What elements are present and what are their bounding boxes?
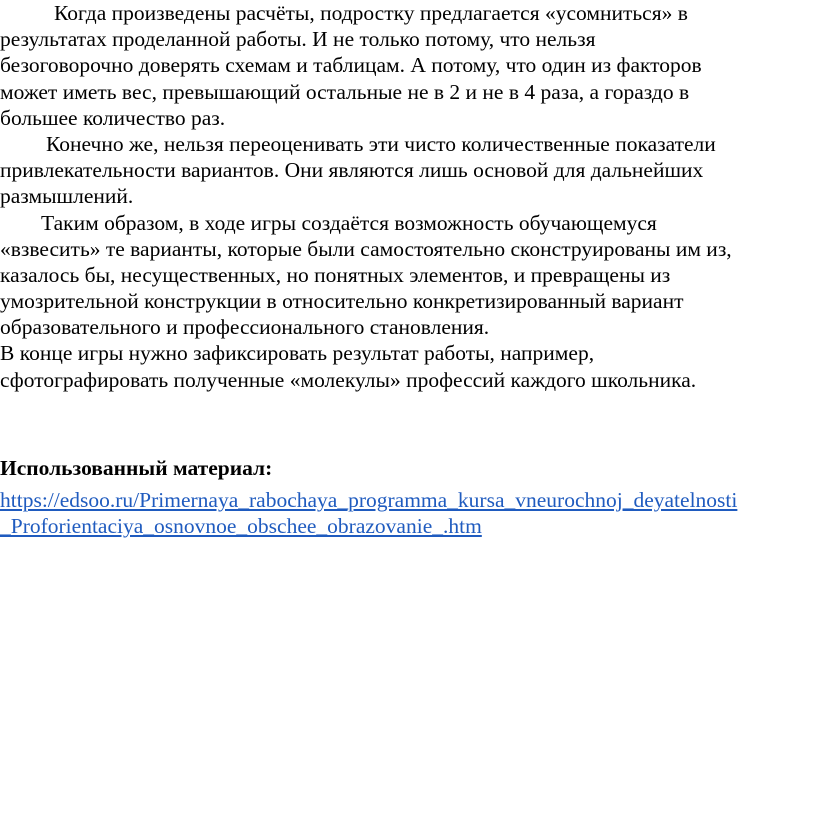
paragraph-3-line-3: казалось бы, несущественных, но понятных элементов, и превращены из [0,262,671,287]
body-text [0,0,816,393]
paragraph-2-line-3: размышлений. [0,184,134,209]
paragraph-1-line-1: Когда произведены расчёты, подростку предлагается «усомниться» в [54,1,688,25]
paragraph-2-line-1: Конечно же, нельзя переоценивать эти чисто количественные показатели [46,131,716,156]
paragraph-3-line-1: Таким образом, в ходе игры создаётся возможность обучающемуся [41,210,657,235]
paragraph-1-line-2: результатах проделанной работы. И не только потому, что нельзя [0,27,596,52]
reference-link-line-1[interactable]: https://edsoo.ru/Primernaya_rabochaya_programma_kursa_vneurochnoj_deyatelnosti [0,488,738,512]
paragraph-1-line-4: может иметь вес, превышающий остальные не в 2 и не в 4 раза, а гораздо в [0,79,690,104]
paragraph-3-line-2: «взвесить» те варианты, которые были самостоятельно сконструированы им из, [0,236,732,261]
paragraph-3-line-4: умозрительной конструкции в относительно конкретизированный вариант [0,289,684,314]
references-heading: Использованный материал: [0,456,273,480]
paragraph-4-line-1: В конце игры нужно зафиксировать результат работы, например, [0,341,595,366]
paragraph-1-line-3: безоговорочно доверять схемам и таблицам. А потому, что один из факторов [0,53,702,78]
reference-link[interactable] [0,487,816,539]
paragraph-3-line-5: образовательного и профессионального становления. [0,315,490,340]
reference-link-line-2[interactable]: _Proforientaciya_osnovnoe_obschee_obrazovanie_.htm [0,514,482,539]
paragraph-1-line-5: большее количество раз. [0,105,226,130]
paragraph-4-line-2: сфотографировать полученные «молекулы» профессий каждого школьника. [0,367,697,392]
paragraph-2-line-2: привлекательности вариантов. Они являются лишь основой для дальнейших [0,158,704,183]
